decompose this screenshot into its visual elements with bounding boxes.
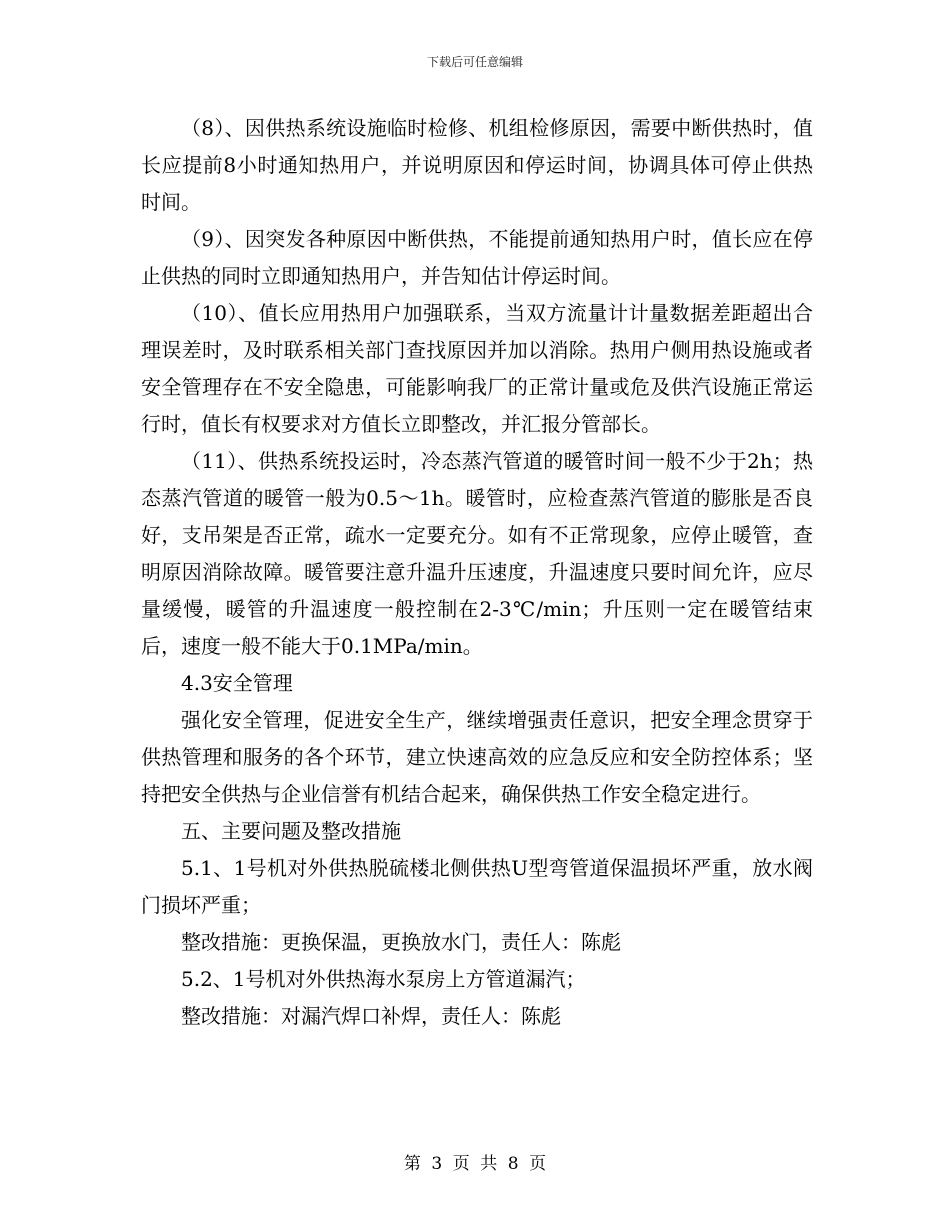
paragraph-9: （9）、因突发各种原因中断供热，不能提前通知热用户时，值长应在停止供热的同时立即通知热用户，并告知估计停运时间。 <box>141 227 813 288</box>
document-body <box>141 110 813 1035</box>
issue-5-2: 5.2、1号机对外供热海水泵房上方管道漏汽； <box>181 967 586 991</box>
paragraph-11: （11）、供热系统投运时，冷态蒸汽管道的暖管时间一般不少于2h；热态蒸汽管道的暖管一般为0.5～1h。暖管时，应检查蒸汽管道的膨胀是否良好，支吊架是否正常，疏水一定要充分。如有不正常现象，应停止暖管，查明原因消除故障。暖管要注意升温升压速度，升温速度只要时间允许，应尽量缓慢，暖管的升温速度一般控制在2-3℃/min；升压则一定在暖管结束后，速度一般不能大于0.1MPa/min。 <box>141 449 813 658</box>
page-number: 第 3 页 共 8 页 <box>403 1154 547 1174</box>
paragraph-10: （10）、值长应用热用户加强联系，当双方流量计计量数据差距超出合理误差时，及时联系相关部门查找原因并加以消除。热用户侧用热设施或者安全管理存在不安全隐患，可能影响我厂的正常计量或危及供汽设施正常运行时，值长有权要求对方值长立即整改，并汇报分管部长。 <box>141 301 813 436</box>
issue-5-1: 5.1、1号机对外供热脱硫楼北侧供热U型弯管道保温损坏严重，放水阀门损坏严重； <box>141 856 813 917</box>
section-heading-4-3: 4.3安全管理 <box>181 671 293 695</box>
paragraph-8: （8）、因供热系统设施临时检修、机组检修原因，需要中断供热时，值长应提前8小时通知热用户，并说明原因和停运时间，协调具体可停止供热时间。 <box>141 116 813 214</box>
fix-5-2: 整改措施：对漏汽焊口补焊，责任人：陈彪 <box>181 1004 561 1028</box>
section-heading-5: 五、主要问题及整改措施 <box>181 819 401 843</box>
paragraph-safety-management: 强化安全管理，促进安全生产，继续增强责任意识，把安全理念贯穿于供热管理和服务的各个环节，建立快速高效的应急反应和安全防控体系；坚持把安全供热与企业信誉有机结合起来，确保供热工作安全稳定进行。 <box>141 708 813 806</box>
fix-5-1: 整改措施：更换保温，更换放水门，责任人：陈彪 <box>181 930 621 954</box>
page-header-note: 下载后可任意编辑 <box>426 55 523 69</box>
